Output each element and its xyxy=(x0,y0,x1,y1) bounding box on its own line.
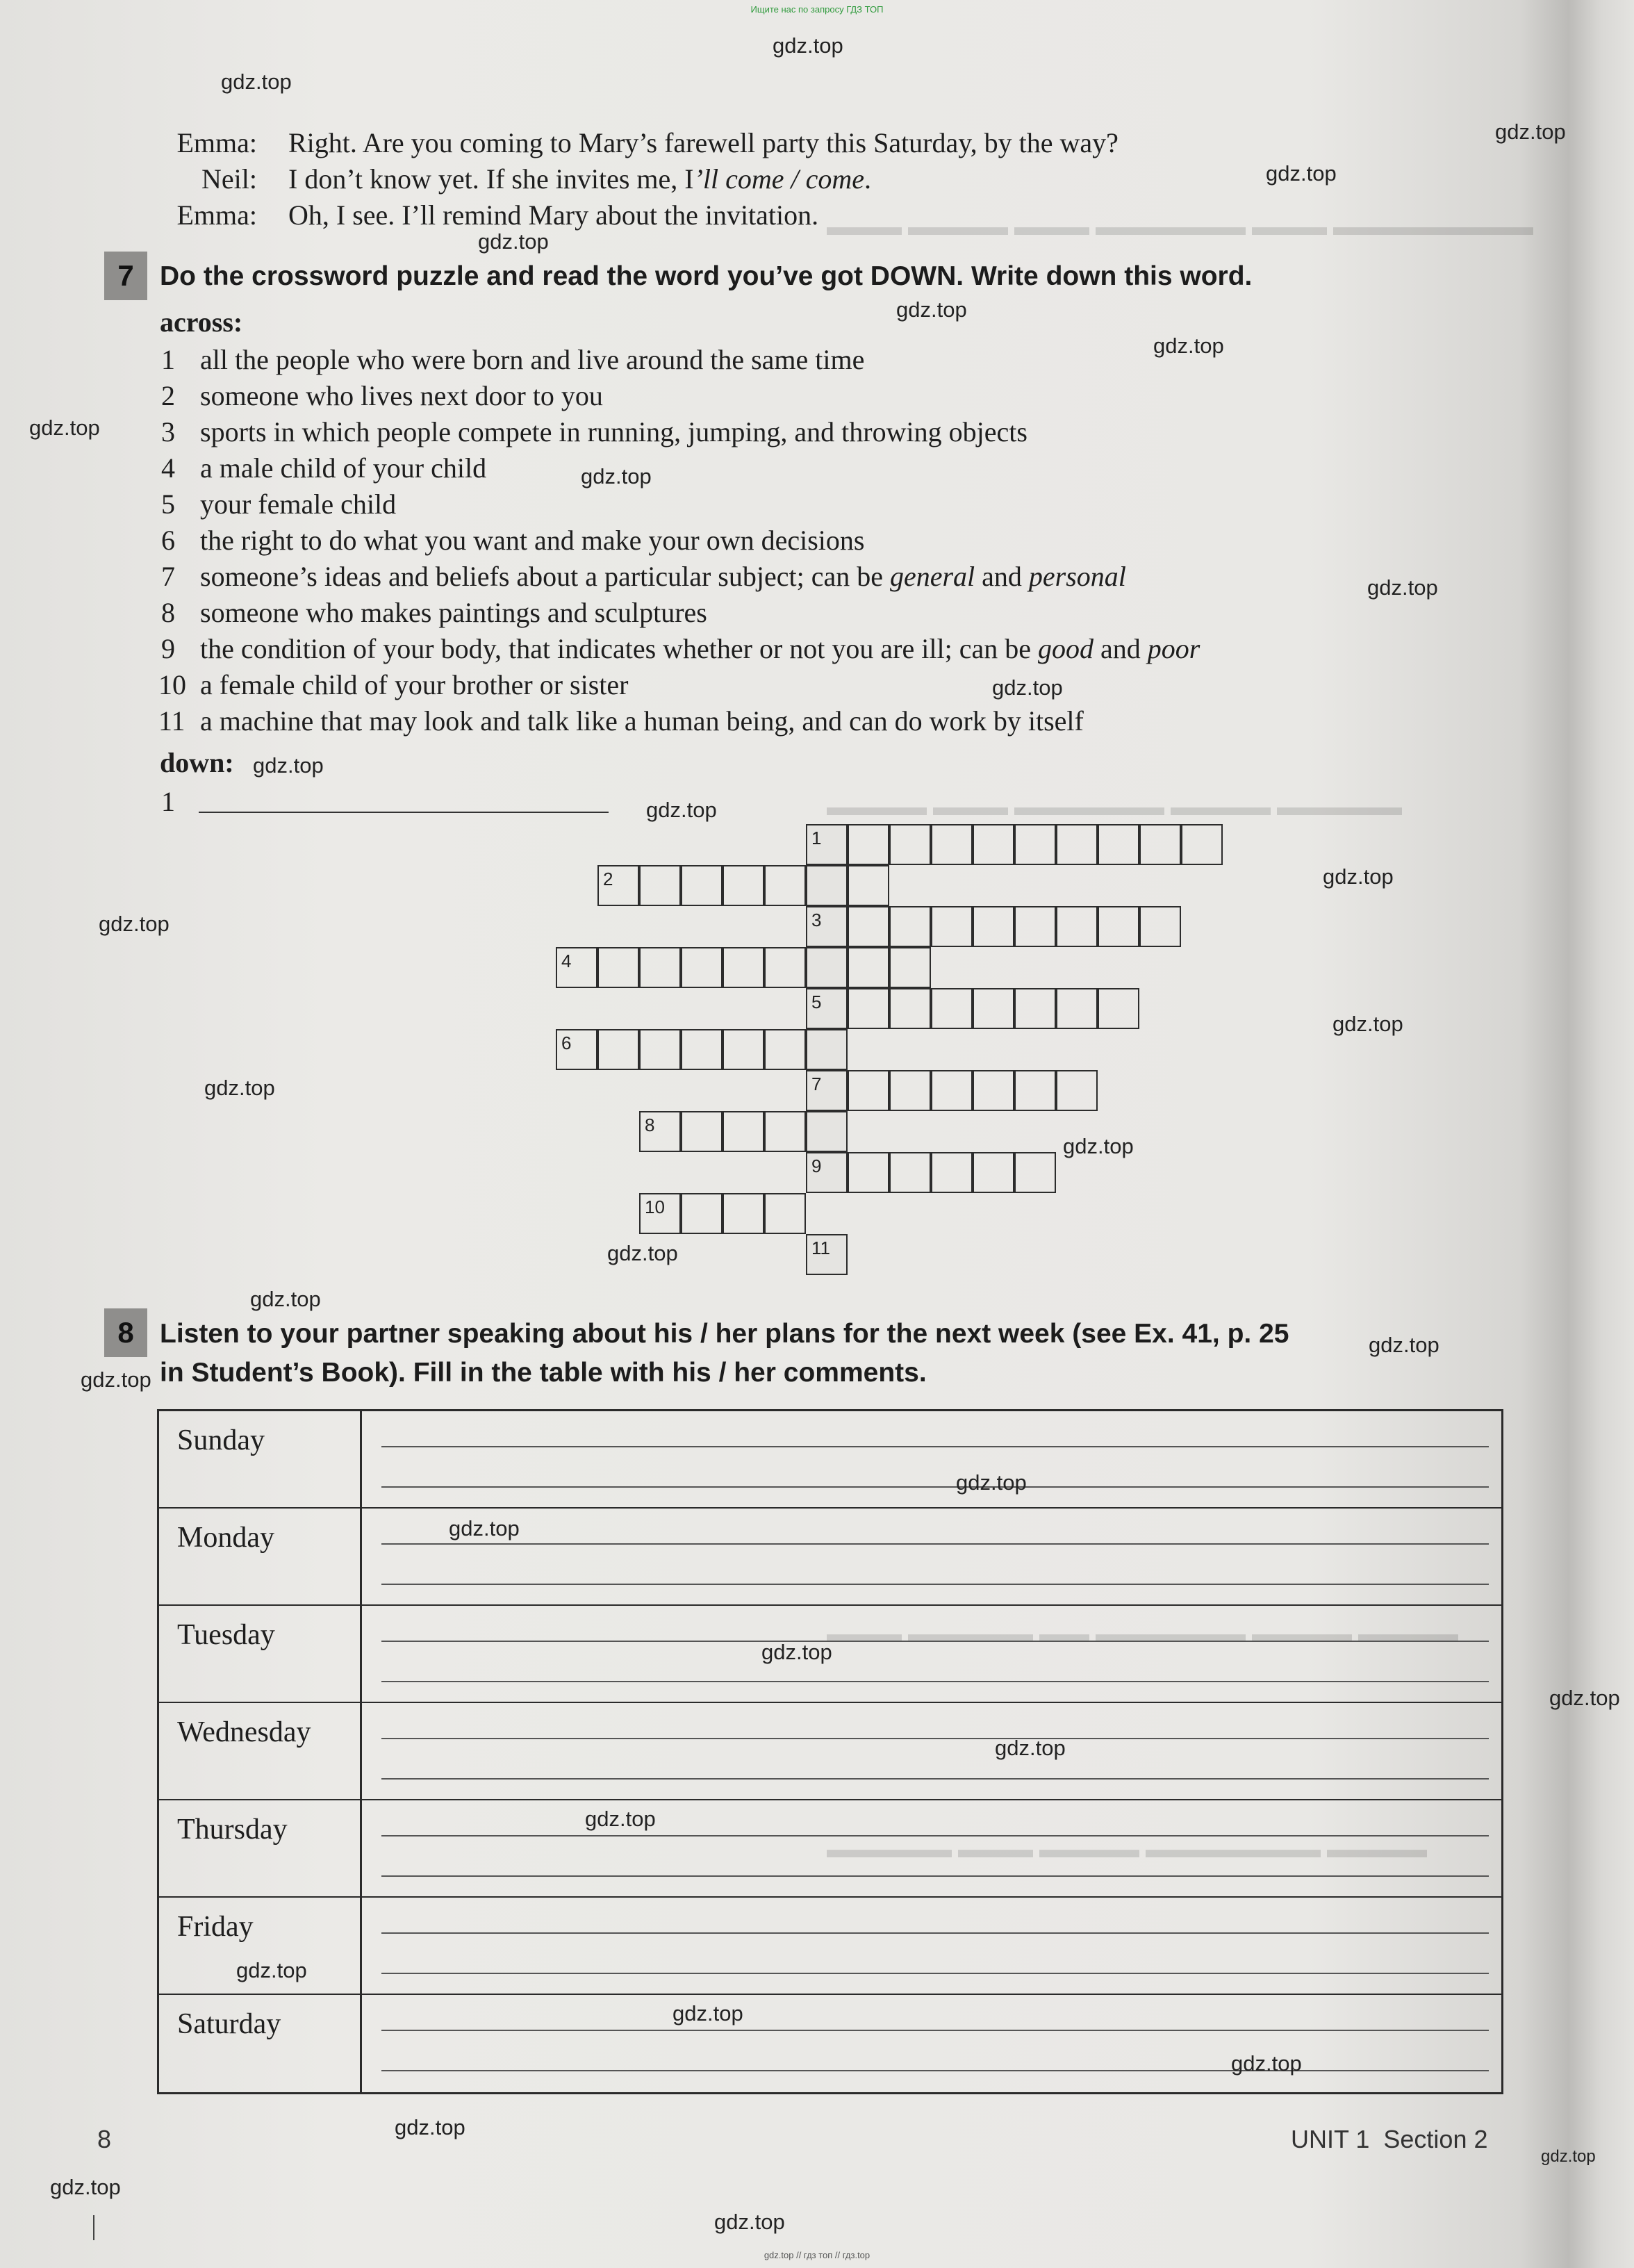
crossword-key-cell[interactable] xyxy=(806,1234,848,1275)
crossword-row-number: 1 xyxy=(811,828,822,848)
crossword-cell[interactable] xyxy=(1014,906,1056,947)
writing-line[interactable] xyxy=(381,1932,1489,1934)
watermark: gdz.top xyxy=(29,416,100,440)
down-label: down: xyxy=(160,747,234,778)
crossword-cell[interactable] xyxy=(639,1029,681,1070)
crossword-cell[interactable] xyxy=(848,988,889,1029)
crossword-cell[interactable] xyxy=(1181,824,1223,865)
crossword-cell[interactable] xyxy=(764,1193,806,1234)
speaker: Emma: xyxy=(176,199,257,231)
day-label: Tuesday xyxy=(159,1606,362,1702)
exercise-instruction: in Student’s Book). Fill in the table with his / her comments. xyxy=(160,1358,927,1388)
crossword-row-number: 11 xyxy=(811,1238,830,1258)
crossword-row-number: 5 xyxy=(811,992,822,1012)
crossword-cell[interactable] xyxy=(1139,824,1181,865)
across-label: across: xyxy=(160,306,243,338)
watermark: gdz.top xyxy=(773,33,843,58)
crossword-cell[interactable] xyxy=(681,1111,723,1152)
watermark: gdz.top xyxy=(956,1470,1027,1495)
section-label: Section 2 xyxy=(1383,2125,1488,2153)
bleed-through: ▬▬▬ ▬▬▬▬▬ ▬▬ ▬▬▬▬▬▬ ▬▬▬▬ ▬▬▬▬ xyxy=(827,1620,1458,1647)
crossword-cell[interactable] xyxy=(556,1029,597,1070)
watermark: gdz.top xyxy=(1231,2051,1302,2076)
crossword-cell[interactable] xyxy=(1014,824,1056,865)
crossword-cell[interactable] xyxy=(597,947,639,988)
crossword-cell[interactable] xyxy=(723,1029,764,1070)
crossword-cell[interactable] xyxy=(681,947,723,988)
bleed-through: ▬▬▬▬▬ ▬▬▬ ▬▬▬▬ ▬▬▬▬▬▬▬ ▬▬▬▬ xyxy=(827,1835,1427,1863)
crossword-cell[interactable] xyxy=(889,906,931,947)
crossword-cell[interactable] xyxy=(723,1111,764,1152)
crossword-cell[interactable] xyxy=(723,865,764,906)
crossword-cell[interactable] xyxy=(597,865,639,906)
watermark: gdz.top xyxy=(449,1516,520,1540)
clue-number: 5 xyxy=(161,488,175,520)
writing-line[interactable] xyxy=(381,1486,1489,1488)
crossword-row-number: 9 xyxy=(811,1156,822,1176)
crossword-row-number: 4 xyxy=(561,951,572,971)
clue-text xyxy=(200,632,1200,665)
crossword-cell[interactable] xyxy=(931,824,973,865)
watermark: gdz.top xyxy=(204,1076,275,1100)
crossword-row-number: 6 xyxy=(561,1033,572,1053)
writing-line[interactable] xyxy=(381,1778,1489,1780)
watermark: gdz.top xyxy=(1323,864,1394,889)
dialogue-line xyxy=(160,126,1480,161)
watermark: gdz.top xyxy=(1266,161,1337,186)
clue-text-part: the condition of your body, that indicates whether or not you are ill; can be xyxy=(200,633,1038,664)
crossword-cell[interactable] xyxy=(848,1152,889,1193)
writing-line[interactable] xyxy=(381,1973,1489,1974)
bleed-through: ▬▬▬ ▬▬▬▬ ▬▬▬ ▬▬▬▬▬▬ ▬▬▬ ▬▬▬▬▬▬▬▬ xyxy=(827,213,1533,240)
line-text: Oh, I see. I’ll remind Mary about the invitation. xyxy=(288,199,819,231)
crossword-cell[interactable] xyxy=(1098,906,1139,947)
clue-text: a female child of your brother or sister xyxy=(200,669,629,700)
crossword-row-number: 8 xyxy=(645,1115,655,1135)
day-label: Monday xyxy=(159,1509,362,1604)
crossword-row-number: 2 xyxy=(603,869,613,889)
watermark: gdz.top xyxy=(1332,1012,1403,1036)
speaker: Emma: xyxy=(176,127,257,158)
crossword-cell[interactable] xyxy=(848,865,889,906)
watermark: gdz.top xyxy=(250,1287,321,1311)
crossword-cell[interactable] xyxy=(681,865,723,906)
day-label: Saturday xyxy=(159,1995,362,2092)
crossword-key-cell[interactable] xyxy=(806,988,848,1029)
crossword-cell[interactable] xyxy=(1056,824,1098,865)
crossword-cell[interactable] xyxy=(723,1193,764,1234)
exercise-number: 8 xyxy=(104,1308,147,1357)
clue-text-part: someone’s ideas and beliefs about a particular subject; can be xyxy=(200,561,890,592)
watermark: gdz.top xyxy=(581,464,652,488)
crossword-cell[interactable] xyxy=(1139,906,1181,947)
crossword-key-cell[interactable] xyxy=(806,865,848,906)
table-row xyxy=(159,1898,1501,1995)
watermark: gdz.top xyxy=(81,1367,151,1392)
clue-italic: poor xyxy=(1147,633,1200,664)
crossword-cell[interactable] xyxy=(723,947,764,988)
crossword-cell[interactable] xyxy=(848,824,889,865)
clue-number: 4 xyxy=(161,452,175,484)
top-banner: Ищите нас по запросу ГДЗ ТОП xyxy=(750,4,884,15)
writing-line[interactable] xyxy=(381,1641,1489,1642)
line-text-end: . xyxy=(864,163,872,195)
footer-unit xyxy=(1291,2125,1488,2154)
table-row xyxy=(159,1509,1501,1606)
crossword-cell[interactable] xyxy=(931,1070,973,1111)
crossword-cell[interactable] xyxy=(1014,1070,1056,1111)
crossword-cell[interactable] xyxy=(889,1070,931,1111)
crossword-cell[interactable] xyxy=(889,947,931,988)
clue-text-part: and xyxy=(1093,633,1148,664)
crossword-cell[interactable] xyxy=(1056,906,1098,947)
table-row xyxy=(159,1800,1501,1898)
watermark: gdz.top xyxy=(585,1807,656,1831)
clue-text: a machine that may look and talk like a human being, and can do work by itself xyxy=(200,705,1084,737)
writing-line[interactable] xyxy=(381,1875,1489,1877)
crossword-cell[interactable] xyxy=(973,1152,1014,1193)
watermark: gdz.top xyxy=(714,2210,785,2234)
day-label: Wednesday xyxy=(159,1703,362,1799)
crossword-key-cell[interactable] xyxy=(806,1111,848,1152)
exercise-number: 7 xyxy=(104,252,147,300)
writing-line[interactable] xyxy=(381,1681,1489,1682)
watermark: gdz.top xyxy=(1369,1333,1439,1357)
day-label: Sunday xyxy=(159,1411,362,1507)
down-number: 1 xyxy=(161,786,175,817)
unit-label: UNIT 1 xyxy=(1291,2125,1370,2153)
crossword-cell[interactable] xyxy=(973,988,1014,1029)
day-label: Friday xyxy=(159,1898,362,1994)
watermark: gdz.top xyxy=(221,69,292,94)
watermark: gdz.top xyxy=(478,229,549,254)
page-number: 8 xyxy=(97,2125,112,2153)
watermark: gdz.top xyxy=(607,1241,678,1265)
clue-italic: general xyxy=(889,561,975,592)
crossword-cell[interactable] xyxy=(973,1070,1014,1111)
clue-italic: good xyxy=(1037,633,1094,664)
watermark: gdz.top xyxy=(1063,1134,1134,1158)
clue-number: 3 xyxy=(161,416,175,447)
watermark: gdz.top xyxy=(395,2115,465,2139)
crossword-cell[interactable] xyxy=(597,1029,639,1070)
clue-number: 10 xyxy=(158,669,186,700)
clue-text: sports in which people compete in running, jumping, and throwing objects xyxy=(200,416,1028,447)
crossword-cell[interactable] xyxy=(556,947,597,988)
crossword-cell[interactable] xyxy=(639,1193,681,1234)
crossword-cell[interactable] xyxy=(1014,1152,1056,1193)
watermark: gdz.top xyxy=(646,798,717,822)
crossword-cell[interactable] xyxy=(931,988,973,1029)
watermark: gdz.top xyxy=(672,2001,743,2025)
clue-number: 8 xyxy=(161,597,175,628)
bleed-through: ▬▬▬▬ ▬▬▬ ▬▬▬▬▬▬ ▬▬▬▬ ▬▬▬▬▬ xyxy=(827,793,1402,821)
clue-number: 7 xyxy=(161,561,175,592)
crossword-row-number: 10 xyxy=(645,1197,665,1217)
exercise-instruction: Listen to your partner speaking about his / her plans for the next week (see Ex. 41, p. 25 xyxy=(160,1319,1289,1349)
crossword-cell[interactable] xyxy=(848,906,889,947)
crossword-cell[interactable] xyxy=(764,947,806,988)
crossword-cell[interactable] xyxy=(1056,988,1098,1029)
crossword-cell[interactable] xyxy=(1098,988,1139,1029)
watermark: gdz.top xyxy=(992,675,1063,700)
crossword-key-cell[interactable] xyxy=(806,824,848,865)
crop-mark xyxy=(93,2215,94,2240)
writing-line[interactable] xyxy=(381,1738,1489,1739)
crossword-cell[interactable] xyxy=(1014,988,1056,1029)
line-text-plain: I don’t know yet. If she invites me, I xyxy=(288,163,694,195)
watermark: gdz.top xyxy=(1367,575,1438,600)
crossword-cell[interactable] xyxy=(639,865,681,906)
plans-table xyxy=(157,1409,1503,2094)
crossword-key-cell[interactable] xyxy=(806,906,848,947)
clue-text: a male child of your child xyxy=(200,452,487,484)
clue-number: 9 xyxy=(161,633,175,664)
clue-text: your female child xyxy=(200,488,397,520)
watermark: gdz.top xyxy=(236,1958,307,1982)
crossword-cell[interactable] xyxy=(931,906,973,947)
clue-text: the right to do what you want and make your own decisions xyxy=(200,525,865,556)
table-row xyxy=(159,1703,1501,1800)
crossword-row-number: 7 xyxy=(811,1074,822,1094)
clue-number: 6 xyxy=(161,525,175,556)
watermark: gdz.top xyxy=(995,1736,1066,1760)
watermark: gdz.top xyxy=(761,1640,832,1664)
line-text: Right. Are you coming to Mary’s farewell party this Saturday, by the way? xyxy=(288,127,1119,158)
clue-number: 2 xyxy=(161,380,175,411)
crossword-cell[interactable] xyxy=(848,1070,889,1111)
watermark: gdz.top xyxy=(896,297,967,322)
writing-line[interactable] xyxy=(381,1446,1489,1447)
crossword-cell[interactable] xyxy=(681,1193,723,1234)
day-label: Thursday xyxy=(159,1800,362,1896)
writing-line[interactable] xyxy=(381,1835,1489,1836)
dialogue-line xyxy=(160,199,1480,233)
watermark: gdz.top xyxy=(1495,120,1566,144)
crossword-cell[interactable] xyxy=(973,906,1014,947)
watermark: gdz.top xyxy=(1549,1686,1620,1710)
clue-text xyxy=(200,560,1126,593)
bottom-banner: gdz.top // гдз топ // гдз.top xyxy=(764,2250,870,2260)
speaker: Neil: xyxy=(201,163,257,195)
crossword-cell[interactable] xyxy=(931,1152,973,1193)
crossword-key-cell[interactable] xyxy=(806,947,848,988)
crossword-cell[interactable] xyxy=(764,1111,806,1152)
crossword-cell[interactable] xyxy=(764,865,806,906)
watermark: gdz.top xyxy=(253,753,324,778)
writing-line[interactable] xyxy=(381,2030,1489,2031)
clue-text: someone who makes paintings and sculptures xyxy=(200,597,707,628)
crossword-key-cell[interactable] xyxy=(806,1070,848,1111)
crossword-cell[interactable] xyxy=(889,1152,931,1193)
exercise-instruction: Do the crossword puzzle and read the word you’ve got DOWN. Write down this word. xyxy=(160,261,1253,291)
table-row xyxy=(159,1411,1501,1509)
clue-text: all the people who were born and live around the same time xyxy=(200,344,865,375)
writing-line[interactable] xyxy=(381,1543,1489,1545)
crossword-cell[interactable] xyxy=(1056,1070,1098,1111)
crossword-cell[interactable] xyxy=(889,824,931,865)
down-answer-line[interactable] xyxy=(199,812,609,813)
crossword-cell[interactable] xyxy=(848,947,889,988)
crossword-cell[interactable] xyxy=(1098,824,1139,865)
crossword-row-number: 3 xyxy=(811,910,822,930)
verb-options[interactable]: ’ll come / come xyxy=(693,163,865,195)
crossword-cell[interactable] xyxy=(681,1029,723,1070)
crossword-cell[interactable] xyxy=(889,988,931,1029)
table-row xyxy=(159,1995,1501,2092)
clue-text-part: and xyxy=(975,561,1029,592)
crossword-cell[interactable] xyxy=(639,1111,681,1152)
crossword-key-cell[interactable] xyxy=(806,1152,848,1193)
crossword-key-cell[interactable] xyxy=(806,1029,848,1070)
crossword-cell[interactable] xyxy=(639,947,681,988)
watermark: gdz.top xyxy=(1153,334,1224,358)
crossword-cell[interactable] xyxy=(764,1029,806,1070)
watermark: gdz.top xyxy=(50,2175,121,2199)
crossword-cell[interactable] xyxy=(973,824,1014,865)
clue-italic: personal xyxy=(1028,561,1126,592)
writing-line[interactable] xyxy=(381,2070,1489,2071)
clue-text: someone who lives next door to you xyxy=(200,380,603,411)
line-text xyxy=(288,163,871,195)
watermark: gdz.top xyxy=(99,912,170,936)
clue-number: 11 xyxy=(158,705,185,737)
writing-line[interactable] xyxy=(381,1584,1489,1585)
watermark: gdz.top xyxy=(1541,2147,1596,2166)
across-clues xyxy=(158,343,1481,746)
clue-number: 1 xyxy=(161,344,175,375)
